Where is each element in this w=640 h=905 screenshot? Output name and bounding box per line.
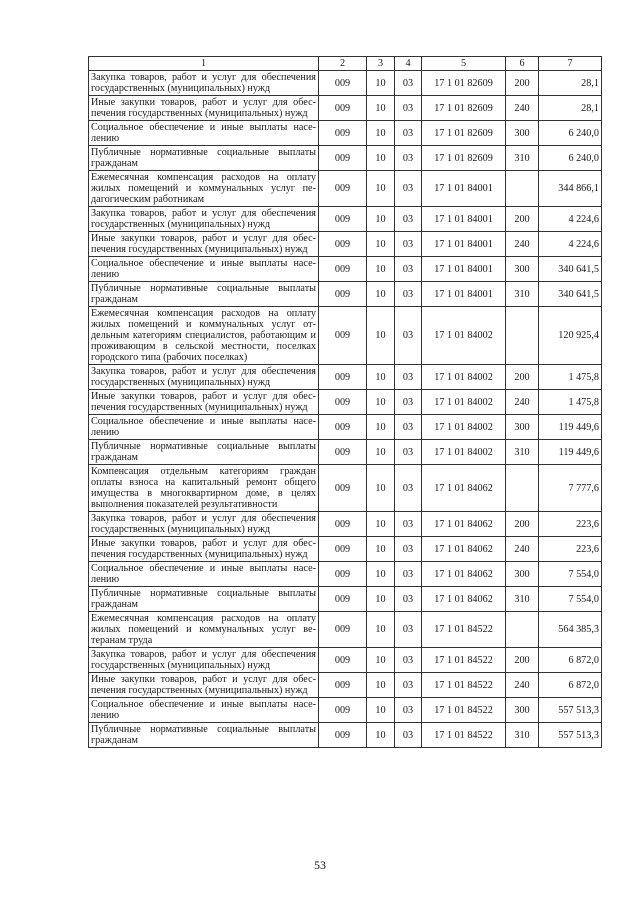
subsection-code-cell: 03 [395, 698, 422, 723]
ved-code-cell: 009 [319, 365, 367, 390]
column-header: 2 [319, 57, 367, 71]
ved-code-cell: 009 [319, 307, 367, 365]
ved-code-cell: 009 [319, 146, 367, 171]
column-header: 4 [395, 57, 422, 71]
section-code-cell: 10 [367, 365, 395, 390]
ved-code-cell: 009 [319, 121, 367, 146]
table-row [89, 698, 602, 723]
row-name-cell: Закупка товаров, работ и услуг для обеспечения государственных (муниципальных) нужд [89, 512, 319, 537]
expense-type-cell [506, 307, 539, 365]
target-article-cell: 17 1 01 84522 [422, 723, 506, 748]
subsection-code-cell: 03 [395, 121, 422, 146]
expense-type-cell: 300 [506, 562, 539, 587]
ved-code-cell: 009 [319, 612, 367, 648]
section-code-cell: 10 [367, 207, 395, 232]
expense-type-cell: 310 [506, 282, 539, 307]
ved-code-cell: 009 [319, 723, 367, 748]
expense-type-cell: 300 [506, 257, 539, 282]
table-row [89, 207, 602, 232]
subsection-code-cell: 03 [395, 390, 422, 415]
expense-type-cell: 300 [506, 121, 539, 146]
table-row [89, 307, 602, 365]
section-code-cell: 10 [367, 512, 395, 537]
amount-cell: 223,6 [539, 512, 602, 537]
table-row [89, 465, 602, 512]
subsection-code-cell: 03 [395, 415, 422, 440]
ved-code-cell: 009 [319, 587, 367, 612]
ved-code-cell: 009 [319, 698, 367, 723]
amount-cell: 28,1 [539, 96, 602, 121]
row-name-cell: Социальное обеспечение и иные выплаты населению [89, 415, 319, 440]
ved-code-cell: 009 [319, 171, 367, 207]
section-code-cell: 10 [367, 96, 395, 121]
target-article-cell: 17 1 01 84522 [422, 648, 506, 673]
row-name-cell: Иные закупки товаров, работ и услуг для обеспечения государственных (муниципальных) нужд [89, 537, 319, 562]
section-code-cell: 10 [367, 723, 395, 748]
target-article-cell: 17 1 01 82609 [422, 121, 506, 146]
subsection-code-cell: 03 [395, 146, 422, 171]
subsection-code-cell: 03 [395, 365, 422, 390]
section-code-cell: 10 [367, 537, 395, 562]
subsection-code-cell: 03 [395, 71, 422, 96]
table-row [89, 171, 602, 207]
budget-table [88, 56, 602, 748]
row-name-cell: Ежемесячная компенсация расходов на оплату жилых помещений и коммунальных услуг ветеранам труда [89, 612, 319, 648]
amount-cell: 6 872,0 [539, 673, 602, 698]
amount-cell: 28,1 [539, 71, 602, 96]
row-name-cell: Социальное обеспечение и иные выплаты населению [89, 562, 319, 587]
target-article-cell: 17 1 01 84001 [422, 257, 506, 282]
section-code-cell: 10 [367, 673, 395, 698]
row-name-cell: Социальное обеспечение и иные выплаты населению [89, 698, 319, 723]
row-name-cell: Публичные нормативные социальные выплаты гражданам [89, 146, 319, 171]
section-code-cell: 10 [367, 146, 395, 171]
expense-type-cell: 310 [506, 440, 539, 465]
table-row [89, 146, 602, 171]
subsection-code-cell: 03 [395, 207, 422, 232]
section-code-cell: 10 [367, 71, 395, 96]
subsection-code-cell: 03 [395, 307, 422, 365]
row-name-cell: Ежемесячная компенсация расходов на оплату жилых помещений и коммунальных услуг отдельным категориям специалистов, работающим и проживающим в сельской местности, поселках городского типа (рабочих поселках) [89, 307, 319, 365]
amount-cell: 6 872,0 [539, 648, 602, 673]
amount-cell: 223,6 [539, 537, 602, 562]
expense-type-cell: 310 [506, 723, 539, 748]
subsection-code-cell: 03 [395, 673, 422, 698]
column-header: 5 [422, 57, 506, 71]
ved-code-cell: 009 [319, 232, 367, 257]
page-number: 53 [314, 858, 326, 872]
expense-type-cell [506, 171, 539, 207]
subsection-code-cell: 03 [395, 537, 422, 562]
section-code-cell: 10 [367, 390, 395, 415]
section-code-cell: 10 [367, 698, 395, 723]
target-article-cell: 17 1 01 84001 [422, 232, 506, 257]
row-name-cell: Социальное обеспечение и иные выплаты населению [89, 257, 319, 282]
table-row [89, 440, 602, 465]
table-row [89, 648, 602, 673]
row-name-cell: Закупка товаров, работ и услуг для обеспечения государственных (муниципальных) нужд [89, 71, 319, 96]
section-code-cell: 10 [367, 257, 395, 282]
row-name-cell: Иные закупки товаров, работ и услуг для обеспечения государственных (муниципальных) нужд [89, 390, 319, 415]
expense-type-cell: 200 [506, 512, 539, 537]
table-row [89, 365, 602, 390]
column-numbers-row [89, 57, 602, 71]
amount-cell: 120 925,4 [539, 307, 602, 365]
table-row [89, 282, 602, 307]
column-header: 3 [367, 57, 395, 71]
section-code-cell: 10 [367, 562, 395, 587]
row-name-cell: Закупка товаров, работ и услуг для обеспечения государственных (муниципальных) нужд [89, 648, 319, 673]
section-code-cell: 10 [367, 587, 395, 612]
expense-type-cell: 240 [506, 673, 539, 698]
ved-code-cell: 009 [319, 562, 367, 587]
subsection-code-cell: 03 [395, 562, 422, 587]
target-article-cell: 17 1 01 84002 [422, 390, 506, 415]
target-article-cell: 17 1 01 82609 [422, 96, 506, 121]
ved-code-cell: 009 [319, 257, 367, 282]
amount-cell: 564 385,3 [539, 612, 602, 648]
column-header: 6 [506, 57, 539, 71]
section-code-cell: 10 [367, 415, 395, 440]
target-article-cell: 17 1 01 84001 [422, 171, 506, 207]
row-name-cell: Публичные нормативные социальные выплаты гражданам [89, 723, 319, 748]
row-name-cell: Закупка товаров, работ и услуг для обеспечения государственных (муниципальных) нужд [89, 207, 319, 232]
section-code-cell: 10 [367, 171, 395, 207]
target-article-cell: 17 1 01 84062 [422, 587, 506, 612]
amount-cell: 6 240,0 [539, 146, 602, 171]
row-name-cell: Ежемесячная компенсация расходов на оплату жилых помещений и коммунальных услуг педагогическим работникам [89, 171, 319, 207]
row-name-cell: Публичные нормативные социальные выплаты гражданам [89, 440, 319, 465]
table-row [89, 512, 602, 537]
subsection-code-cell: 03 [395, 465, 422, 512]
expense-type-cell: 300 [506, 698, 539, 723]
amount-cell: 340 641,5 [539, 257, 602, 282]
target-article-cell: 17 1 01 84522 [422, 673, 506, 698]
target-article-cell: 17 1 01 84062 [422, 537, 506, 562]
expense-type-cell: 310 [506, 146, 539, 171]
amount-cell: 4 224,6 [539, 207, 602, 232]
amount-cell: 119 449,6 [539, 440, 602, 465]
ved-code-cell: 009 [319, 415, 367, 440]
table-row [89, 232, 602, 257]
table-row [89, 612, 602, 648]
table-row [89, 673, 602, 698]
section-code-cell: 10 [367, 282, 395, 307]
expense-type-cell: 200 [506, 207, 539, 232]
column-header: 7 [539, 57, 602, 71]
table-row [89, 562, 602, 587]
target-article-cell: 17 1 01 84002 [422, 307, 506, 365]
expense-type-cell: 240 [506, 232, 539, 257]
row-name-cell: Иные закупки товаров, работ и услуг для обеспечения государственных (муниципальных) нужд [89, 96, 319, 121]
ved-code-cell: 009 [319, 440, 367, 465]
subsection-code-cell: 03 [395, 171, 422, 207]
expense-type-cell: 200 [506, 71, 539, 96]
ved-code-cell: 009 [319, 207, 367, 232]
subsection-code-cell: 03 [395, 512, 422, 537]
row-name-cell: Компенсация отдельным категориям граждан оплаты взноса на капитальный ремонт общего имущества в многоквартирном доме, в целях выполнения показателей результативности [89, 465, 319, 512]
table-row [89, 537, 602, 562]
row-name-cell: Публичные нормативные социальные выплаты гражданам [89, 282, 319, 307]
section-code-cell: 10 [367, 121, 395, 146]
expense-type-cell: 200 [506, 365, 539, 390]
table-row [89, 415, 602, 440]
ved-code-cell: 009 [319, 537, 367, 562]
target-article-cell: 17 1 01 84522 [422, 698, 506, 723]
expense-type-cell: 240 [506, 96, 539, 121]
expense-type-cell [506, 612, 539, 648]
row-name-cell: Публичные нормативные социальные выплаты гражданам [89, 587, 319, 612]
amount-cell: 340 641,5 [539, 282, 602, 307]
amount-cell: 344 866,1 [539, 171, 602, 207]
target-article-cell: 17 1 01 82609 [422, 146, 506, 171]
expense-type-cell: 300 [506, 415, 539, 440]
amount-cell: 1 475,8 [539, 390, 602, 415]
expense-type-cell: 310 [506, 587, 539, 612]
row-name-cell: Иные закупки товаров, работ и услуг для обеспечения государственных (муниципальных) нужд [89, 232, 319, 257]
amount-cell: 1 475,8 [539, 365, 602, 390]
column-header: 1 [89, 57, 319, 71]
subsection-code-cell: 03 [395, 232, 422, 257]
target-article-cell: 17 1 01 84001 [422, 282, 506, 307]
ved-code-cell: 009 [319, 96, 367, 121]
ved-code-cell: 009 [319, 71, 367, 96]
subsection-code-cell: 03 [395, 440, 422, 465]
amount-cell: 557 513,3 [539, 723, 602, 748]
section-code-cell: 10 [367, 612, 395, 648]
amount-cell: 7 554,0 [539, 562, 602, 587]
target-article-cell: 17 1 01 84062 [422, 562, 506, 587]
ved-code-cell: 009 [319, 673, 367, 698]
expense-type-cell: 200 [506, 648, 539, 673]
table-row [89, 723, 602, 748]
target-article-cell: 17 1 01 84002 [422, 415, 506, 440]
section-code-cell: 10 [367, 648, 395, 673]
subsection-code-cell: 03 [395, 612, 422, 648]
table-row [89, 71, 602, 96]
ved-code-cell: 009 [319, 282, 367, 307]
table-row [89, 587, 602, 612]
expense-type-cell: 240 [506, 537, 539, 562]
subsection-code-cell: 03 [395, 723, 422, 748]
table-row [89, 257, 602, 282]
subsection-code-cell: 03 [395, 282, 422, 307]
section-code-cell: 10 [367, 307, 395, 365]
target-article-cell: 17 1 01 84001 [422, 207, 506, 232]
expense-type-cell: 240 [506, 390, 539, 415]
row-name-cell: Иные закупки товаров, работ и услуг для обеспечения государственных (муниципальных) нужд [89, 673, 319, 698]
subsection-code-cell: 03 [395, 648, 422, 673]
expense-type-cell [506, 465, 539, 512]
amount-cell: 119 449,6 [539, 415, 602, 440]
row-name-cell: Закупка товаров, работ и услуг для обеспечения государственных (муниципальных) нужд [89, 365, 319, 390]
section-code-cell: 10 [367, 465, 395, 512]
target-article-cell: 17 1 01 84522 [422, 612, 506, 648]
table-row [89, 121, 602, 146]
ved-code-cell: 009 [319, 390, 367, 415]
amount-cell: 7 554,0 [539, 587, 602, 612]
ved-code-cell: 009 [319, 465, 367, 512]
subsection-code-cell: 03 [395, 587, 422, 612]
target-article-cell: 17 1 01 84002 [422, 440, 506, 465]
amount-cell: 4 224,6 [539, 232, 602, 257]
ved-code-cell: 009 [319, 512, 367, 537]
section-code-cell: 10 [367, 232, 395, 257]
section-code-cell: 10 [367, 440, 395, 465]
amount-cell: 557 513,3 [539, 698, 602, 723]
amount-cell: 7 777,6 [539, 465, 602, 512]
subsection-code-cell: 03 [395, 96, 422, 121]
target-article-cell: 17 1 01 82609 [422, 71, 506, 96]
ved-code-cell: 009 [319, 648, 367, 673]
target-article-cell: 17 1 01 84062 [422, 465, 506, 512]
target-article-cell: 17 1 01 84002 [422, 365, 506, 390]
row-name-cell: Социальное обеспечение и иные выплаты населению [89, 121, 319, 146]
subsection-code-cell: 03 [395, 257, 422, 282]
table-row [89, 96, 602, 121]
table-row [89, 390, 602, 415]
target-article-cell: 17 1 01 84062 [422, 512, 506, 537]
amount-cell: 6 240,0 [539, 121, 602, 146]
